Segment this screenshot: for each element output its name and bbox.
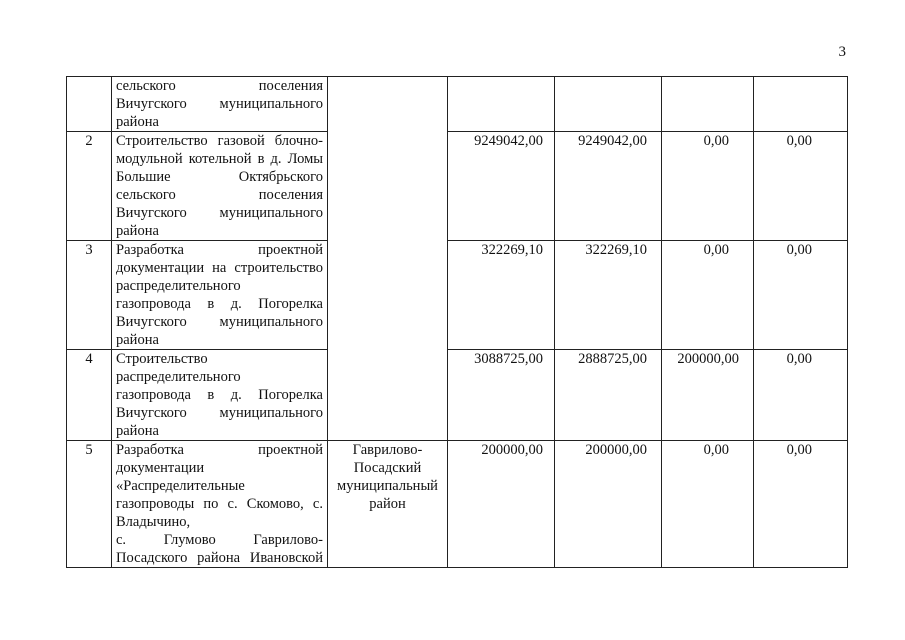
description-line: модульной котельной в д. Ломы	[116, 151, 323, 167]
total-cost-cell: 200000,00	[448, 441, 555, 568]
description-line: Строительство	[116, 351, 208, 367]
budget-table	[66, 76, 848, 568]
row-description-cell	[112, 77, 328, 132]
description-line: района	[116, 423, 159, 439]
budget-cost-cell: 9249042,00	[555, 132, 662, 241]
municipality-line: Гаврилово-	[352, 442, 423, 458]
description-line: района	[116, 332, 159, 348]
description-line: Разработка проектной	[116, 442, 323, 458]
municipality-line: район	[369, 496, 406, 512]
extra-cost-cell: 200000,00	[662, 350, 754, 441]
municipality-line: муниципальный	[337, 478, 438, 494]
description-line: Вичугского муниципального	[116, 314, 323, 330]
description-line: распределительного	[116, 278, 241, 294]
table-row	[67, 132, 848, 241]
description-line: Вичугского муниципального	[116, 205, 323, 221]
total-cost-cell	[448, 77, 555, 132]
total-cost-cell: 3088725,00	[448, 350, 555, 441]
other-cost-cell: 0,00	[754, 132, 848, 241]
table-row	[67, 77, 848, 132]
description-line: «Распределительные	[116, 478, 245, 494]
description-line: документации	[116, 460, 205, 476]
municipality-cell	[328, 77, 448, 441]
table-row	[67, 441, 848, 568]
budget-cost-cell: 322269,10	[555, 241, 662, 350]
description-line: с. Глумово Гаврилово-	[116, 532, 323, 548]
total-cost-cell: 9249042,00	[448, 132, 555, 241]
description-line: сельского поселения	[116, 187, 323, 203]
description-line: газопровода в д. Погорелка	[116, 387, 323, 403]
description-line: Разработка проектной	[116, 242, 323, 258]
description-line: газопроводы по с. Скомово, с.	[116, 496, 323, 512]
extra-cost-cell: 0,00	[662, 441, 754, 568]
description-line: Владычино,	[116, 514, 191, 530]
description-line: распределительного	[116, 369, 241, 385]
description-line: Большие Октябрьского	[116, 169, 323, 185]
row-number-cell	[67, 77, 112, 132]
extra-cost-cell: 0,00	[662, 132, 754, 241]
other-cost-cell: 0,00	[754, 241, 848, 350]
description-line: Вичугского муниципального	[116, 405, 323, 421]
budget-cost-cell: 200000,00	[555, 441, 662, 568]
description-line: Строительство газовой блочно-	[116, 133, 323, 149]
row-description-cell	[112, 241, 328, 350]
description-line: района	[116, 114, 159, 130]
row-number-cell: 2	[67, 132, 112, 241]
municipality-cell	[328, 441, 448, 568]
budget-cost-cell: 2888725,00	[555, 350, 662, 441]
other-cost-cell: 0,00	[754, 350, 848, 441]
row-number-cell: 3	[67, 241, 112, 350]
description-line: сельского поселения	[116, 78, 323, 94]
description-line: Посадского района Ивановской	[116, 550, 323, 566]
row-description-cell	[112, 132, 328, 241]
total-cost-cell: 322269,10	[448, 241, 555, 350]
description-line: газопровода в д. Погорелка	[116, 296, 323, 312]
other-cost-cell	[754, 77, 848, 132]
description-line: Вичугского муниципального	[116, 96, 323, 112]
extra-cost-cell	[662, 77, 754, 132]
description-line: района	[116, 223, 159, 239]
other-cost-cell: 0,00	[754, 441, 848, 568]
description-line: документации на строительство	[116, 260, 323, 276]
row-description-cell	[112, 441, 328, 568]
table-row	[67, 350, 848, 441]
extra-cost-cell: 0,00	[662, 241, 754, 350]
row-number-cell: 4	[67, 350, 112, 441]
municipality-line: Посадский	[353, 460, 422, 476]
table-row	[67, 241, 848, 350]
budget-cost-cell	[555, 77, 662, 132]
page-number: 3	[838, 44, 846, 60]
row-description-cell	[112, 350, 328, 441]
row-number-cell: 5	[67, 441, 112, 568]
